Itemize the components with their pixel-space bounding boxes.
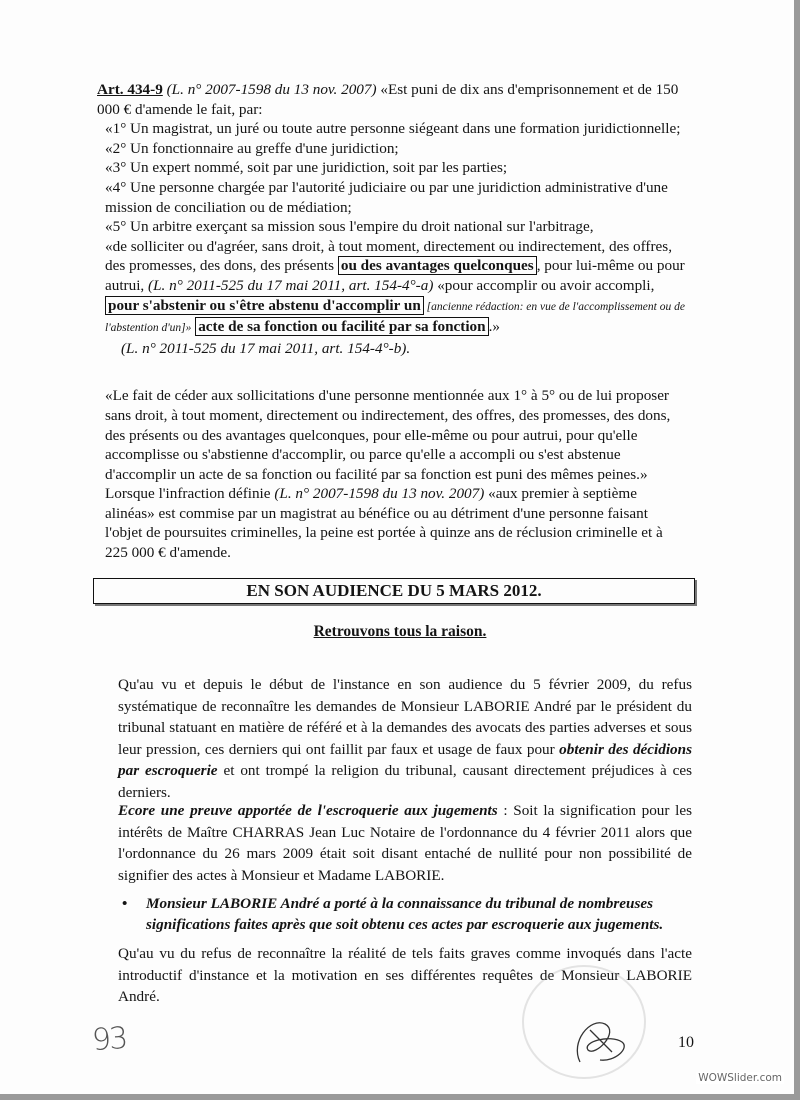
article-item-5: «5° Un arbitre exerçant sa mission sous l'empire du droit national sur l'arbitrage,	[105, 218, 594, 236]
body-paragraph-2	[118, 800, 692, 886]
article-434-9-block	[97, 80, 687, 563]
solicitation-text: «de solliciter ou d'agréer, sans droit, à tout moment, directement ou indirectement, des offres, des promesses, des dons, des présents	[105, 237, 672, 275]
article-number: Art. 434-9	[97, 81, 163, 98]
boxed-phrase-abstain: pour s'abstenir ou s'être abstenu d'accomplir un	[105, 296, 424, 315]
law-reference-b: (L. n° 2011-525 du 17 mai 2011, art. 154-4°-b).	[121, 339, 411, 357]
bullet-dot-icon: •	[122, 895, 128, 912]
bullet-point	[118, 893, 692, 935]
article-item-4: «4° Une personne chargée par l'autorité judiciaire ou par une juridiction administrative d'une mission de conciliation ou de médiation;	[105, 178, 668, 216]
solicitation-end: .»	[488, 318, 500, 336]
article-intro	[97, 80, 687, 119]
body-p2-text: : Soit la signification pour les intérêts de Maître CHARRAS Jean Luc Notaire de l'ordonnance du 4 février 2011 alors que l'ordonnance du 26 mars 2009 était soit disant entaché de nullité pour non possibilité de signifier des actes à Monsieur et Madame LABORIE.	[118, 802, 692, 884]
article-item-1: «1° Un magistrat, un juré ou toute autre personne siégeant dans une formation juridictionnelle;	[105, 120, 681, 138]
body-paragraph-1	[118, 674, 692, 803]
para3-text: Lorsque l'infraction définie	[105, 485, 275, 503]
law-reference-a: (L. n° 2011-525 du 17 mai 2011, art. 154-4°-a)	[148, 276, 434, 294]
signature-scribble-icon	[560, 1012, 640, 1072]
body-p1-emphasis: obtenir des décidions par escroquerie	[118, 740, 693, 779]
boxed-phrase-function: acte de sa fonction ou facilité par sa fonction	[195, 317, 488, 336]
body-p2-emphasis: Ecore une preuve apportée de l'escroquerie aux jugements	[118, 802, 498, 819]
hearing-banner: EN SON AUDIENCE DU 5 MARS 2012.	[93, 578, 695, 604]
solicitation-text-2: , pour lui-même ou pour autrui,	[105, 257, 685, 294]
body-p3-text: Qu'au vu du refus de reconnaître la réalité de tels faits graves comme invoqués dans l'acte introductif d'instance et la motivation en ses différentes requêtes de Monsieur LABORIE André.	[118, 945, 692, 1005]
solicitation-text-3: «pour accomplir ou avoir accompli,	[433, 276, 655, 294]
article-paragraph-2: «Le fait de céder aux sollicitations d'une personne mentionnée aux 1° à 5° ou de lui proposer sans droit, à tout moment, directement ou indirectement, des offres, des promesses, des dons, des présents ou des avantages quelconques, pour elle-même ou pour autrui, pour qu'elle accomplisse ou s'abstienne d'accomplir, ou parce qu'elle a accompli ou s'est abstenue d'accomplir un acte de sa fonction ou facilité par sa fonction est puni des mêmes peines.»	[105, 387, 671, 483]
article-paragraph-3	[97, 484, 687, 562]
body-p1-text-2: et ont trompé la religion du tribunal, causant directement préjudices à ces derniers.	[118, 762, 692, 801]
article-intro-text: «Est puni de dix ans d'emprisonnement et de 150 000 € d'amende le fait, par:	[97, 81, 679, 118]
para3-text-2: «aux premier à septième alinéas» est commise par un magistrat au bénéfice ou au détriment d'une personne faisant l'objet de poursuites criminelles, la peine est portée à quinze ans de réclusion criminelle et à 225 000 € d'amende.	[105, 485, 663, 562]
old-wording-note: [ancienne rédaction: en vue de l'accomplissement ou de l'abstention d'un]»	[105, 300, 685, 335]
section-subtitle: Retrouvons tous la raison.	[313, 623, 487, 640]
page-number: 10	[678, 1034, 694, 1051]
law-reference-c: (L. n° 2007-1598 du 13 nov. 2007)	[274, 485, 485, 503]
article-item-2: «2° Un fonctionnaire au greffe d'une juridiction;	[105, 139, 399, 157]
handwritten-page-count: 93	[90, 1020, 128, 1059]
body-p1-text: Qu'au vu et depuis le début de l'instance en son audience du 5 février 2009, du refus systématique de reconnaître les demandes de Monsieur LABORIE André par le président du tribunal statuant en matière de référé et à la demandes des avocats des parties adverses et sous leur pression, ces derniers qui ont faillit par faux et usage de faux pour	[118, 676, 692, 758]
article-reference: (L. n° 2007-1598 du 13 nov. 2007)	[166, 81, 377, 98]
bullet-text: Monsieur LABORIE André a porté à la connaissance du tribunal de nombreuses significations faites après que soit obtenu ces actes par escroquerie aux jugements.	[146, 895, 664, 933]
article-solicitation	[97, 237, 687, 339]
boxed-phrase-advantages: ou des avantages quelconques	[338, 256, 537, 275]
article-item-3: «3° Un expert nommé, soit par une juridiction, soit par les parties;	[105, 159, 508, 177]
watermark-text: WOWSlider.com	[698, 1072, 782, 1084]
